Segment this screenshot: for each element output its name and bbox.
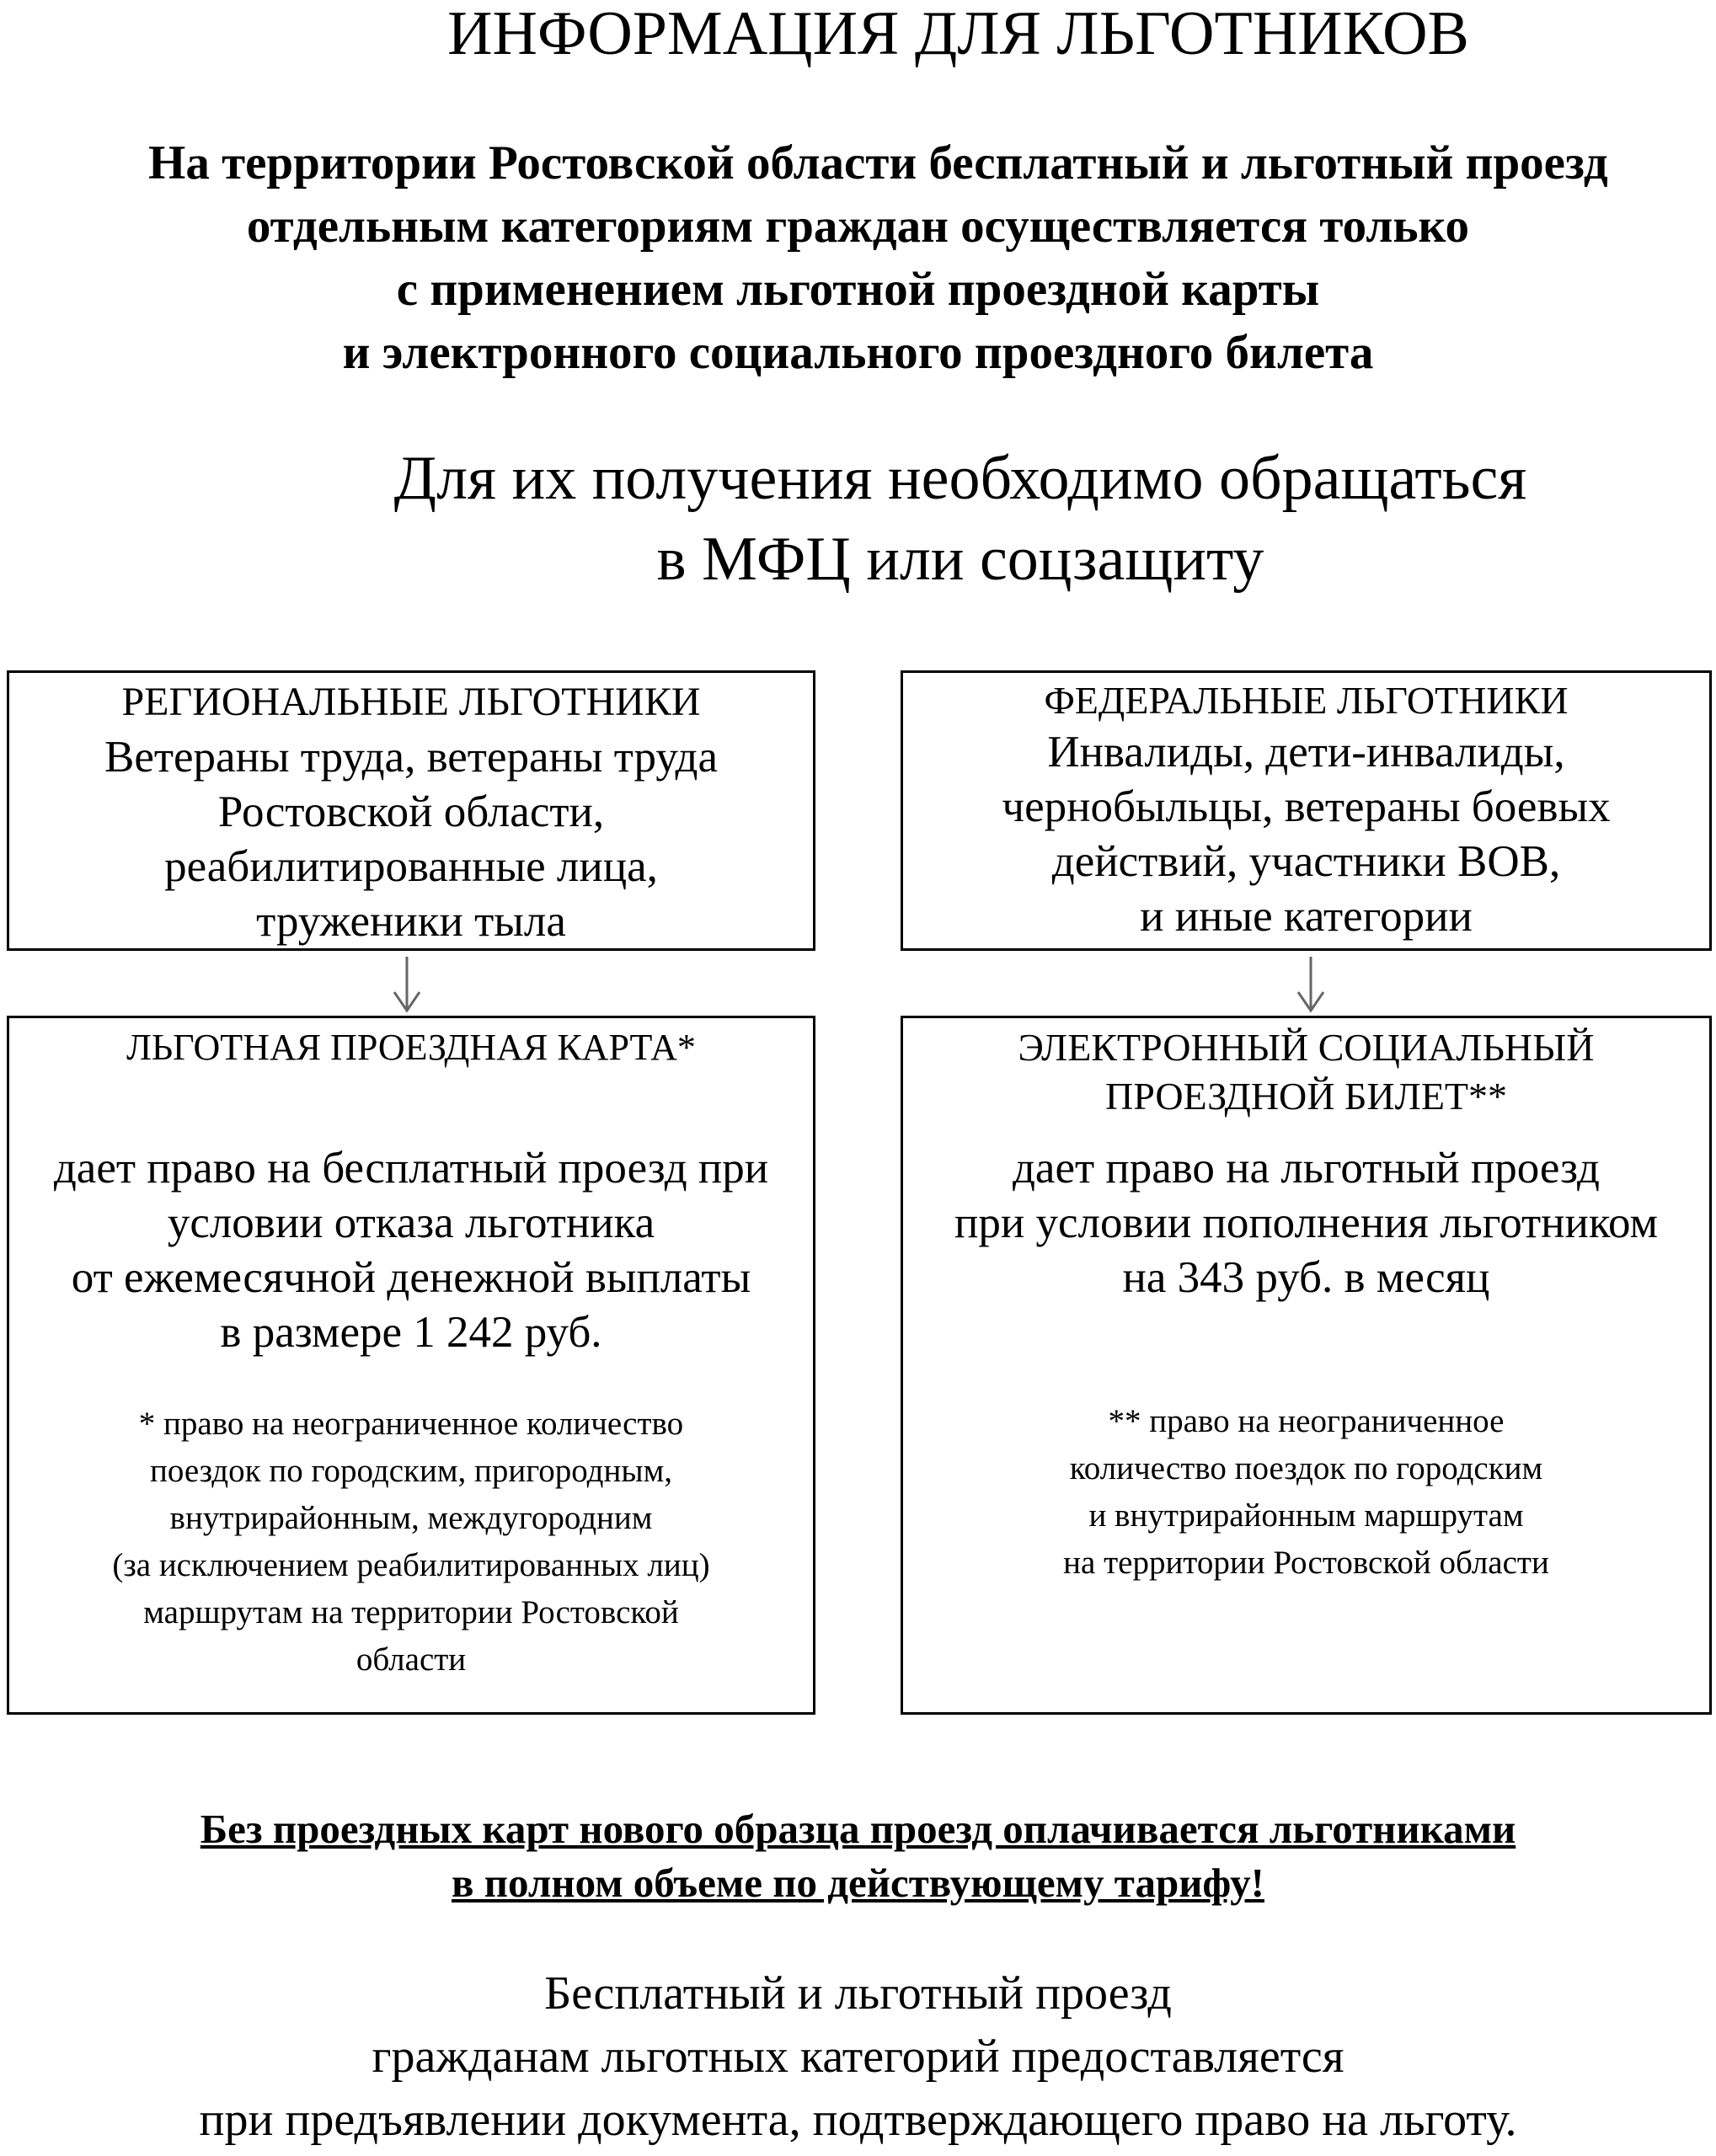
subheading-line: в МФЦ или соцзащиту <box>656 525 1264 594</box>
ticket-note-line: ** право на неограниченное <box>1108 1403 1505 1439</box>
card-note-line: * право на неограниченное количество <box>138 1406 684 1442</box>
lead-paragraph <box>0 131 1716 384</box>
footer-note <box>0 1962 1716 2152</box>
regional-line: реабилитированные лица, <box>164 842 658 891</box>
card-note-line: (за исключением реабилитированных лиц) <box>112 1547 710 1583</box>
page-title: ИНФОРМАЦИЯ ДЛЯ ЛЬГОТНИКОВ <box>447 0 1469 68</box>
federal-line: действий, участники ВОВ, <box>1051 837 1561 886</box>
arrow-down-icon <box>1290 957 1332 1016</box>
card-line: условии отказа льготника <box>167 1198 655 1247</box>
arrow-down-icon <box>386 957 428 1016</box>
card-note-line: маршрутам на территории Ростовской <box>143 1594 679 1630</box>
federal-line: чернобыльцы, ветераны боевых <box>1002 782 1611 831</box>
card-note-line: поездок по городским, пригородным, <box>149 1453 673 1489</box>
federal-line: Инвалиды, дети-инвалиды, <box>1047 728 1565 776</box>
regional-beneficiaries-box <box>7 670 815 951</box>
ticket-note-line: и внутрирайонным маршрутам <box>1088 1497 1524 1534</box>
lead-line: с применением льготной проездной карты <box>396 263 1320 316</box>
subheading <box>126 438 1716 600</box>
regional-line: труженики тыла <box>256 897 566 946</box>
ticket-line: на 343 руб. в месяц <box>1122 1253 1490 1302</box>
ticket-note-line: на территории Ростовской области <box>1063 1545 1549 1581</box>
lead-line: отдельным категориям граждан осуществляется только <box>246 200 1470 253</box>
federal-line: и иные категории <box>1140 892 1473 941</box>
footer-line: гражданам льготных категорий предоставляется <box>372 2031 1344 2083</box>
card-note-line: области <box>355 1641 467 1678</box>
card-line: дает право на бесплатный проезд при <box>53 1144 769 1193</box>
ticket-heading: ЭЛЕКТРОННЫЙ СОЦИАЛЬНЫЙ <box>1018 1026 1595 1069</box>
ticket-line: дает право на льготный проезд <box>1012 1144 1601 1193</box>
lead-line: На территории Ростовской области бесплатный и льготный проезд <box>148 136 1608 189</box>
ticket-heading: ПРОЕЗДНОЙ БИЛЕТ** <box>1104 1075 1508 1118</box>
federal-beneficiaries-box <box>901 670 1712 951</box>
warning-notice <box>0 1802 1716 1910</box>
footer-line: Бесплатный и льготный проезд <box>544 1967 1172 2020</box>
ticket-note-line: количество поездок по городским <box>1069 1450 1543 1486</box>
subheading-line: Для их получения необходимо обращаться <box>393 444 1527 513</box>
card-line: в размере 1 242 руб. <box>220 1308 602 1357</box>
travel-card-box <box>7 1016 815 1715</box>
card-line: от ежемесячной денежной выплаты <box>71 1253 751 1302</box>
card-heading: ЛЬГОТНАЯ ПРОЕЗДНАЯ КАРТА* <box>126 1027 696 1068</box>
ticket-line: при условии пополнения льготником <box>954 1198 1658 1247</box>
warning-line: Без проездных карт нового образца проезд оплачивается льготниками <box>200 1806 1516 1852</box>
regional-line: Ветераны труда, ветераны труда <box>104 733 718 782</box>
card-note-line: внутрирайонным, междугородним <box>169 1500 653 1536</box>
federal-heading: ФЕДЕРАЛЬНЫЕ ЛЬГОТНИКИ <box>1044 679 1569 722</box>
lead-line: и электронного социального проездного билета <box>342 326 1374 379</box>
regional-line: Ростовской области, <box>217 787 605 836</box>
footer-line: при предъявлении документа, подтверждающего право на льготу. <box>199 2094 1517 2146</box>
regional-heading: РЕГИОНАЛЬНЫЕ ЛЬГОТНИКИ <box>121 680 701 724</box>
social-ticket-box <box>901 1016 1712 1715</box>
warning-line: в полном объеме по действующему тарифу! <box>452 1860 1264 1906</box>
